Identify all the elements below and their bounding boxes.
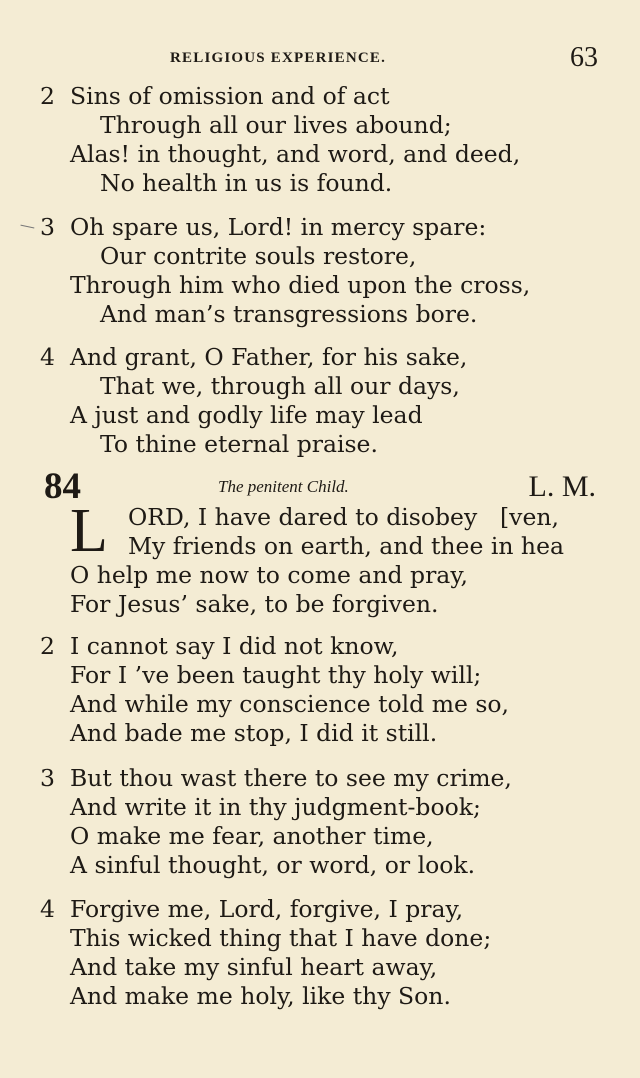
stanza-number: 4	[40, 895, 55, 923]
hymn-number: 84	[44, 466, 81, 507]
verse-line: And while my conscience told me so,	[70, 690, 510, 718]
drop-cap: L	[70, 497, 108, 565]
verse-line: Forgive me, Lord, forgive, I pray,	[70, 895, 464, 923]
verse-line: Through all our lives abound;	[100, 111, 452, 139]
running-title: RELIGIOUS EXPERIENCE.	[170, 50, 387, 66]
stanza-84-2	[0, 632, 640, 748]
verse-line: My friends on earth, and thee in hea	[128, 532, 564, 560]
verse-line: But thou wast there to see my crime,	[70, 764, 512, 792]
verse-line: O help me now to come and pray,	[70, 561, 468, 589]
page-header	[170, 42, 600, 74]
hymn-meter: L. M.	[528, 470, 596, 503]
verse-line: Through him who died upon the cross,	[70, 271, 531, 299]
hymn-title: The penitent Child.	[218, 477, 349, 496]
verse-line: O make me fear, another time,	[70, 822, 434, 850]
verse-line: I cannot say I did not know,	[70, 632, 399, 660]
stanza-number: 4	[40, 343, 55, 371]
verse-line: And make me holy, like thy Son.	[70, 982, 451, 1010]
verse-line: For I ’ve been taught thy holy will;	[70, 661, 482, 689]
verse-line: Alas! in thought, and word, and deed,	[70, 140, 521, 168]
stanza-number: 2	[40, 82, 55, 110]
verse-line: That we, through all our days,	[100, 372, 460, 400]
verse-turnover: [ven,	[500, 503, 559, 531]
verse-line: This wicked thing that I have done;	[70, 924, 492, 952]
stanza-83-3	[0, 213, 640, 329]
verse-line: A just and godly life may lead	[70, 401, 423, 429]
verse-line: No health in us is found.	[100, 169, 393, 197]
stanza-83-2	[0, 82, 640, 198]
stanza-84-4	[0, 895, 640, 1011]
verse-line: A sinful thought, or word, or look.	[70, 851, 476, 879]
verse-line: ORD, I have dared to disobey	[128, 503, 478, 531]
verse-line: Our contrite souls restore,	[100, 242, 417, 270]
stanza-number: 2	[40, 632, 55, 660]
verse-line: And man’s transgressions bore.	[100, 300, 478, 328]
stanza-number: 3	[40, 213, 55, 241]
verse-line: And bade me stop, I did it still.	[70, 719, 438, 747]
verse-line: And grant, O Father, for his sake,	[70, 343, 468, 371]
verse-line: And write it in thy judgment-book;	[70, 793, 481, 821]
verse-line: Sins of omission and of act	[70, 82, 390, 110]
stanza-83-4	[0, 343, 640, 459]
verse-line: For Jesus’ sake, to be forgiven.	[70, 590, 439, 618]
verse-line: Oh spare us, Lord! in mercy spare:	[70, 213, 487, 241]
verse-line: And take my sinful heart away,	[70, 953, 438, 981]
stanza-number: 3	[40, 764, 55, 792]
verse-line: To thine eternal praise.	[100, 430, 378, 458]
stanza-84-3	[0, 764, 640, 880]
page-number: 63	[570, 42, 598, 73]
